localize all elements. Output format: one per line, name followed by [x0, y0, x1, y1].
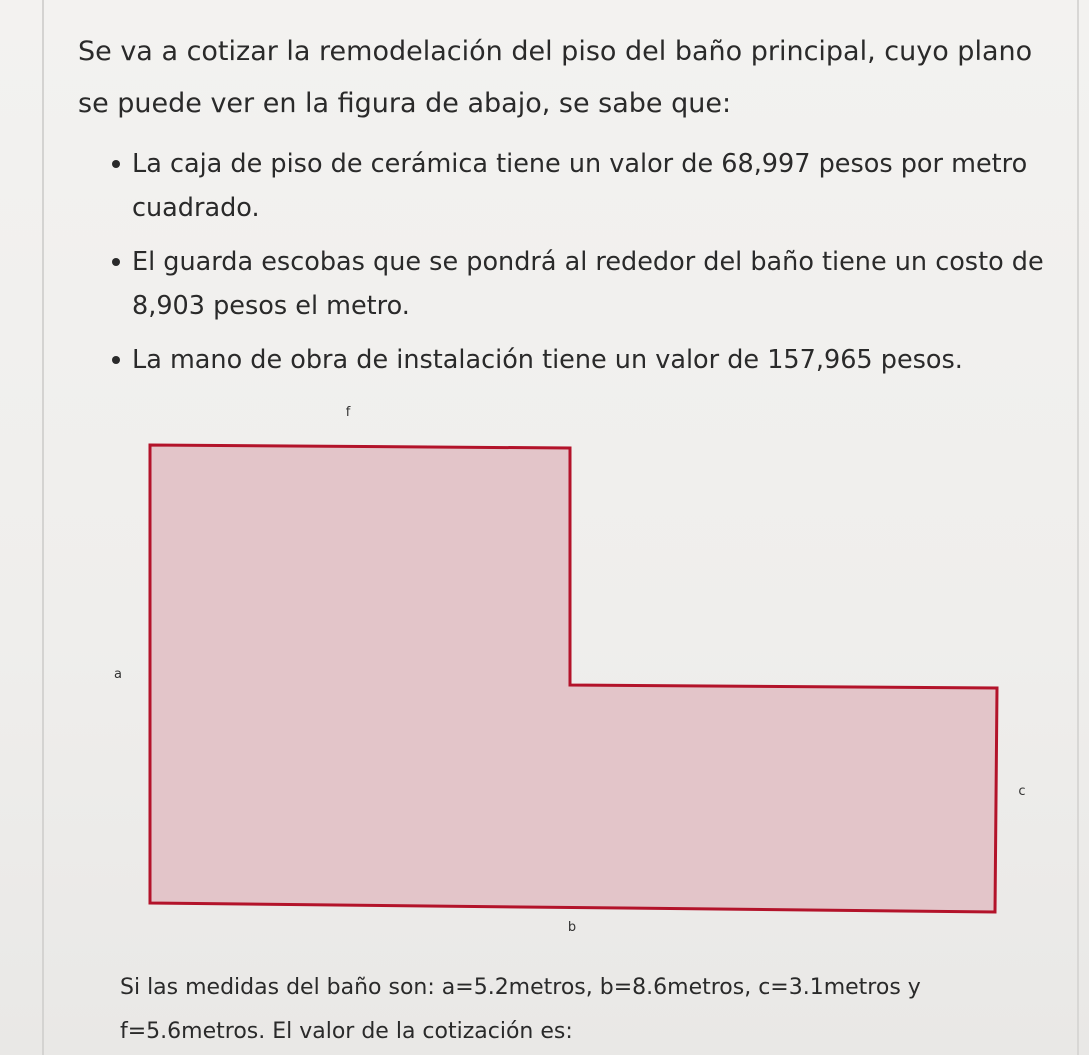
condition-baseboard-price: El guarda escobas que se pondrá al rededor del baño tiene un costo de 8,903 pesos el metro. [100, 240, 1060, 328]
floor-plan-shape [150, 445, 997, 912]
condition-labor-cost: La mano de obra de instalación tiene un valor de 157,965 pesos. [100, 338, 1060, 382]
problem-intro: Se va a cotizar la remodelación del piso del baño principal, cuyo plano se puede ver en la figura de abajo, se sabe que: [78, 36, 1033, 119]
question-text: Si las medidas del baño son: a=5.2metros, b=8.6metros, c=3.1metros y f=5.6metros. El valor de la cotización es: [120, 975, 921, 1044]
dimension-label-b: b [567, 920, 577, 935]
condition-tile-price: La caja de piso de cerámica tiene un valor de 68,997 pesos por metro cuadrado. [100, 142, 1060, 230]
dimension-label-a: a [114, 667, 122, 682]
dimension-label-c: c [1018, 784, 1026, 799]
dimension-label-f: f [345, 405, 351, 420]
